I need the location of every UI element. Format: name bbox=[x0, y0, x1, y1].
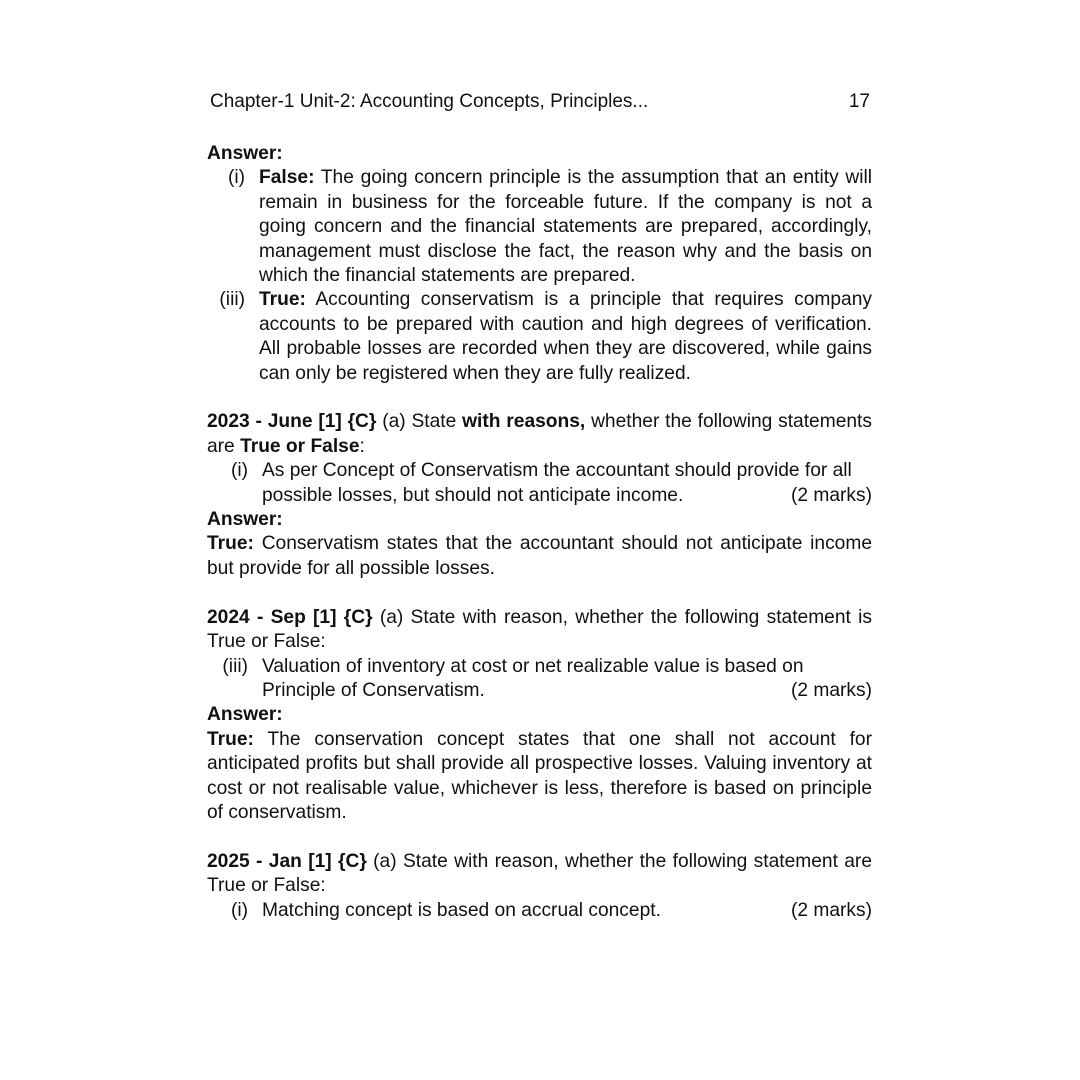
item-line-with-marks bbox=[262, 679, 872, 703]
question-text: : bbox=[359, 435, 365, 457]
spacer bbox=[207, 825, 872, 849]
page-number: 17 bbox=[848, 91, 870, 112]
page-content bbox=[207, 142, 872, 923]
running-title: Chapter-1 Unit-2: Accounting Concepts, Principles... bbox=[210, 91, 649, 112]
answer-item bbox=[207, 288, 872, 386]
item-verdict: False: bbox=[259, 167, 315, 189]
answer-heading: Answer: bbox=[207, 704, 283, 726]
item-text bbox=[262, 655, 872, 704]
answer-heading: Answer: bbox=[207, 143, 283, 164]
question-text: (a) State with reason, whether the following statement is True or False: bbox=[207, 606, 872, 653]
question-text: whether the following statements are bbox=[207, 411, 872, 457]
item-text bbox=[259, 288, 872, 386]
question-emphasis: with reasons, bbox=[462, 411, 586, 433]
answer-paragraph bbox=[207, 532, 872, 581]
item-number: (iii) bbox=[222, 655, 248, 677]
item-body: The going concern principle is the assumption that an entity will remain in business for the forceable future. If the company is not a going concern and the financial statements are prepared, accordingly, management must disclose the fact, the reason why and the basis on which the financial statements are prepared. bbox=[259, 167, 873, 287]
item-line: Valuation of inventory at cost or net realizable value is based on bbox=[262, 655, 804, 677]
answer-body: Conservatism states that the accountant should not anticipate income but provide for all possible losses. bbox=[207, 533, 872, 579]
item-number: (i) bbox=[227, 167, 245, 189]
answer-body: The conservation concept states that one shall not account for anticipated profits but shall provide all prospective losses. Valuing inventory at cost or not realisable value, whichever is less, therefore is based on principle of conservatism. bbox=[207, 728, 872, 823]
answer-paragraph bbox=[207, 728, 872, 826]
question-emphasis: True or False bbox=[240, 435, 360, 457]
answer-verdict: True: bbox=[207, 533, 254, 555]
spacer bbox=[207, 386, 872, 410]
answer-item bbox=[207, 166, 872, 288]
item-line: possible losses, but should not anticipate income. bbox=[262, 484, 684, 506]
item-line: Principle of Conservatism. bbox=[262, 679, 485, 701]
question-2025 bbox=[207, 850, 872, 899]
item-number: (i) bbox=[230, 899, 248, 921]
item-text bbox=[259, 166, 872, 288]
question-text: (a) State with reason, whether the following statement are True or False: bbox=[207, 850, 872, 897]
item-number: (iii) bbox=[219, 289, 245, 311]
page-header bbox=[210, 90, 870, 114]
spacer bbox=[207, 581, 872, 605]
answer-verdict: True: bbox=[207, 728, 254, 750]
item-line: As per Concept of Conservatism the accountant should provide for all bbox=[262, 460, 852, 482]
question-item bbox=[207, 459, 872, 508]
item-line-with-marks bbox=[262, 484, 872, 508]
item-text bbox=[262, 459, 872, 508]
marks: (2 marks) bbox=[790, 484, 872, 506]
question-2024 bbox=[207, 606, 872, 655]
question-ref: 2023 - June [1] {C} bbox=[207, 411, 377, 433]
marks: (2 marks) bbox=[790, 679, 872, 701]
question-ref: 2025 - Jan [1] {C} bbox=[207, 850, 367, 872]
question-ref: 2024 - Sep [1] {C} bbox=[207, 606, 373, 628]
answer-heading: Answer: bbox=[207, 509, 283, 531]
item-line: Matching concept is based on accrual concept. bbox=[262, 899, 661, 921]
question-text: (a) State bbox=[382, 411, 457, 433]
item-line-with-marks bbox=[262, 899, 872, 923]
marks: (2 marks) bbox=[790, 899, 872, 921]
question-item bbox=[207, 899, 872, 923]
item-number: (i) bbox=[230, 460, 248, 482]
question-item bbox=[207, 655, 872, 704]
item-body: Accounting conservatism is a principle that requires company accounts to be prepared with caution and high degrees of verification. All probable losses are recorded when they are discovered, while gains can only be registered when they are fully realized. bbox=[259, 289, 872, 384]
question-2023 bbox=[207, 410, 872, 459]
item-verdict: True: bbox=[259, 289, 306, 311]
